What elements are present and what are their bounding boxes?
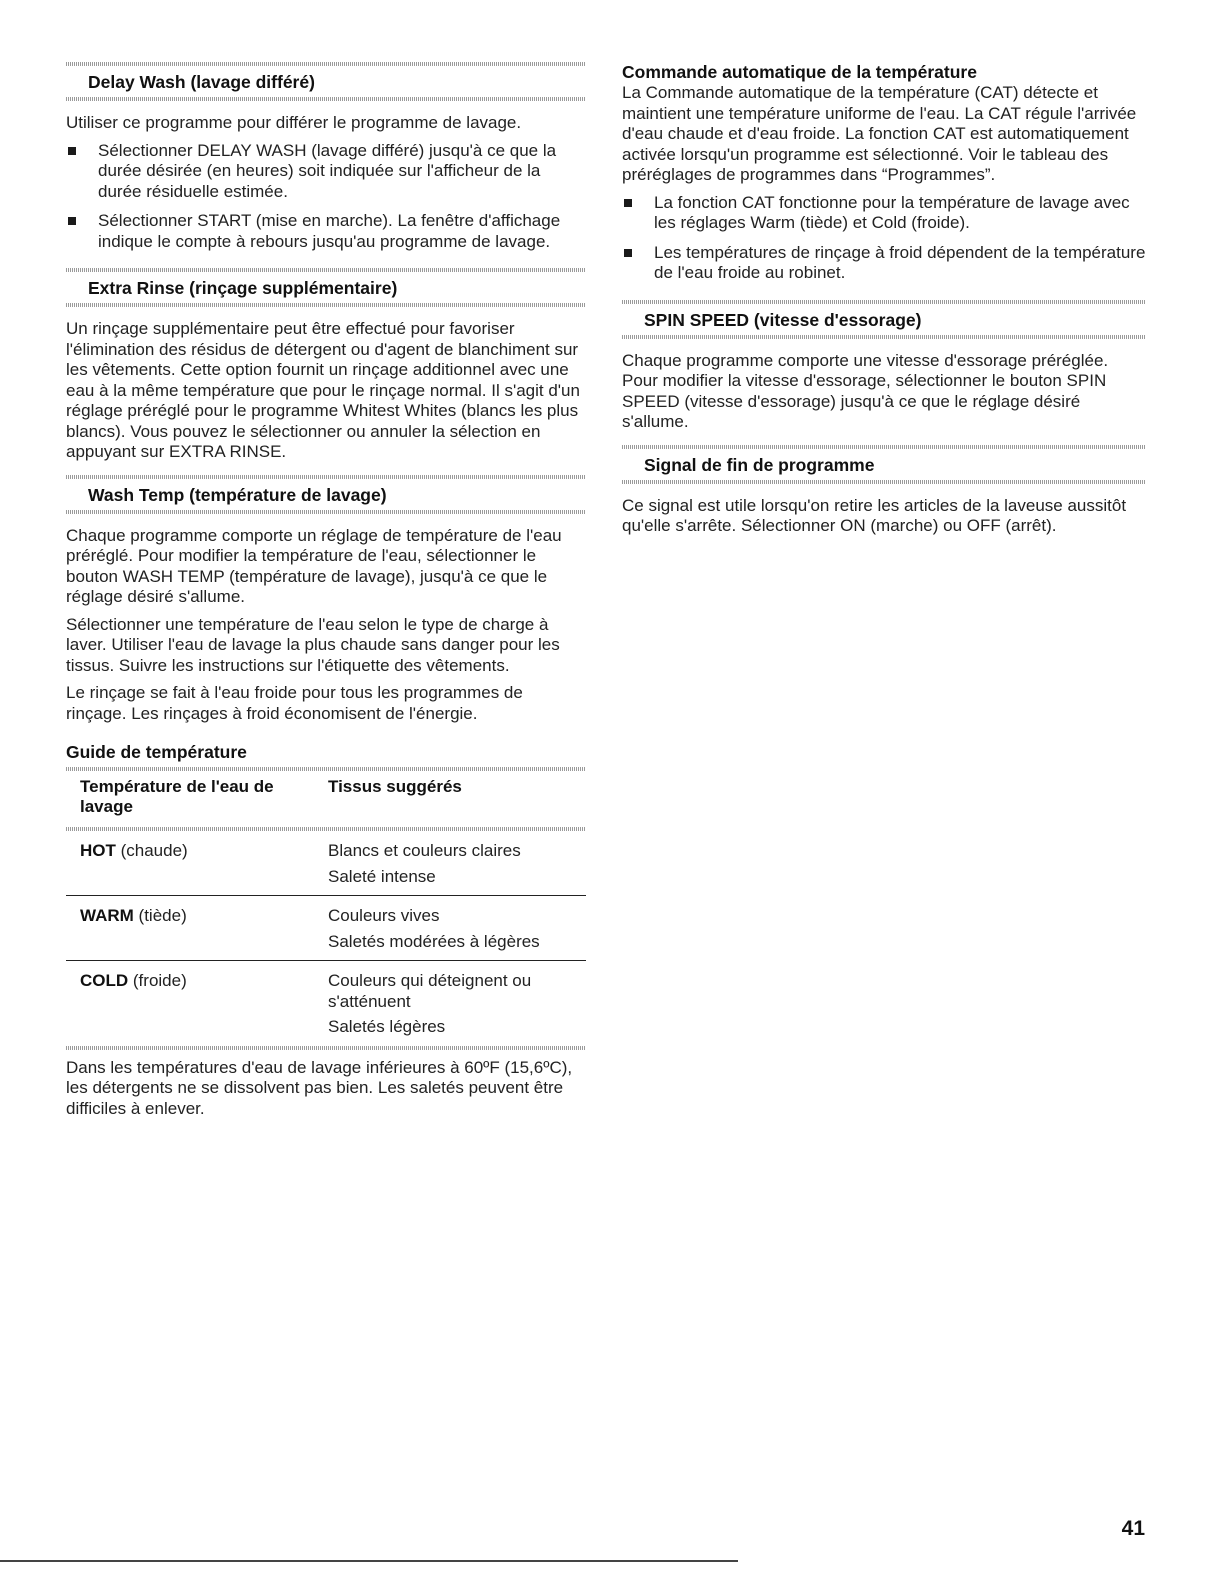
signal-title: Signal de fin de programme <box>644 454 875 475</box>
cat-title: Commande automatique de la température <box>622 62 977 82</box>
delay-wash-heading <box>66 62 586 101</box>
delay-wash-title: Delay Wash (lavage différé) <box>88 72 315 92</box>
delay-wash-bullets <box>66 141 586 253</box>
wash-temp-paragraph: Chaque programme comporte un réglage de température de l'eau préréglé. Pour modifier la température de l'eau, sélectionner le bouton WASH TEMP (température de lavage), jusqu'à ce que le réglage désiré s'allume. <box>66 525 562 606</box>
list-item: Sélectionner START (mise en marche). La fenêtre d'affichage indique le compte à rebours jusqu'au programme de lavage. <box>66 211 586 252</box>
square-bullet-icon <box>68 217 76 225</box>
left-column <box>66 62 586 1119</box>
temperature-cell: COLD (froide) <box>66 961 328 1046</box>
signal-heading <box>622 445 1146 484</box>
cat-bullets <box>622 193 1146 284</box>
temperature-cell: HOT (chaude) <box>80 841 188 860</box>
signal-text: Ce signal est utile lorsqu'on retire les articles de la laveuse aussitôt qu'elle s'arrête. Sélectionner ON (marche) ou OFF (arrêt). <box>622 495 1127 535</box>
page-number: 41 <box>1121 1517 1145 1540</box>
bottom-rule <box>0 1560 738 1562</box>
table-row <box>66 896 586 961</box>
extra-rinse-heading <box>66 268 586 307</box>
wash-temp-paragraph: Sélectionner une température de l'eau selon le type de charge à laver. Utiliser l'eau de lavage la plus chaude sans danger pour les tissus. Suivre les instructions sur l'étiquette des vêtements. <box>66 614 560 675</box>
temperature-cell: WARM (tiède) <box>66 896 328 961</box>
square-bullet-icon <box>624 199 632 207</box>
list-item: La fonction CAT fonctionne pour la température de lavage avec les réglages Warm (tiède) et Cold (froide). <box>622 193 1146 234</box>
square-bullet-icon <box>624 249 632 257</box>
delay-wash-intro: Utiliser ce programme pour différer le programme de lavage. <box>66 113 522 132</box>
list-item: Les températures de rinçage à froid dépendent de la température de l'eau froide au robinet. <box>622 243 1146 284</box>
column-header-temperature: Température de l'eau de lavage <box>80 777 274 816</box>
fabric-cell: Blancs et couleurs claires Saleté intense <box>328 841 521 886</box>
temperature-guide-title: Guide de température <box>66 742 247 762</box>
temperature-guide-table <box>66 771 586 1046</box>
spin-speed-title: SPIN SPEED (vitesse d'essorage) <box>644 309 922 330</box>
extra-rinse-title: Extra Rinse (rinçage supplémentaire) <box>88 278 398 298</box>
column-header-fabrics: Tissus suggérés <box>328 777 462 796</box>
fabric-cell: Couleurs vives Saletés modérées à légères <box>328 896 586 961</box>
table-header-row <box>66 771 586 827</box>
right-column <box>622 62 1146 537</box>
cat-text: La Commande automatique de la température (CAT) détecte et maintient une température uniforme de l'eau. La CAT régule l'arrivée d'eau chaude et d'eau froide. La fonction CAT est automatiquement activée lorsqu'un programme est sélectionné. Voir le tableau des préréglages de programmes dans “Programmes”. <box>622 83 1137 184</box>
wash-temp-paragraph: Le rinçage se fait à l'eau froide pour tous les programmes de rinçage. Les rinçages à froid économisent de l'énergie. <box>66 683 523 723</box>
wash-temp-title: Wash Temp (température de lavage) <box>88 484 387 505</box>
wash-temp-heading <box>66 475 586 514</box>
temperature-note: Dans les températures d'eau de lavage inférieures à 60ºF (15,6ºC), les détergents ne se dissolvent pas bien. Les saletés peuvent être difficiles à enlever. <box>66 1057 573 1118</box>
table-row <box>66 831 586 896</box>
spin-speed-text: Chaque programme comporte une vitesse d'essorage préréglée. Pour modifier la vitesse d'essorage, sélectionner le bouton SPIN SPEED (vitesse d'essorage) jusqu'à ce que le réglage désiré s'allume. <box>622 350 1109 431</box>
square-bullet-icon <box>68 147 76 155</box>
list-item: Sélectionner DELAY WASH (lavage différé) jusqu'à ce que la durée désirée (en heures) soit indiquée sur l'afficheur de la durée résiduelle estimée. <box>66 141 586 203</box>
spin-speed-heading <box>622 300 1146 339</box>
fabric-cell: Couleurs qui déteignent ou s'atténuent Saletés légères <box>328 961 586 1046</box>
table-row <box>66 961 586 1046</box>
extra-rinse-text: Un rinçage supplémentaire peut être effectué pour favoriser l'élimination des résidus de détergent ou d'agent de blanchiment sur les vêtements. Cette option fournit un rinçage additionnel avec une eau à la même température que pour le rinçage normal. Il s'agit d'un réglage préréglé pour le programme Whitest Whites (blancs les plus blancs). Vous pouvez le sélectionner ou annuler la sélection en appuyant sur EXTRA RINSE. <box>66 319 580 461</box>
